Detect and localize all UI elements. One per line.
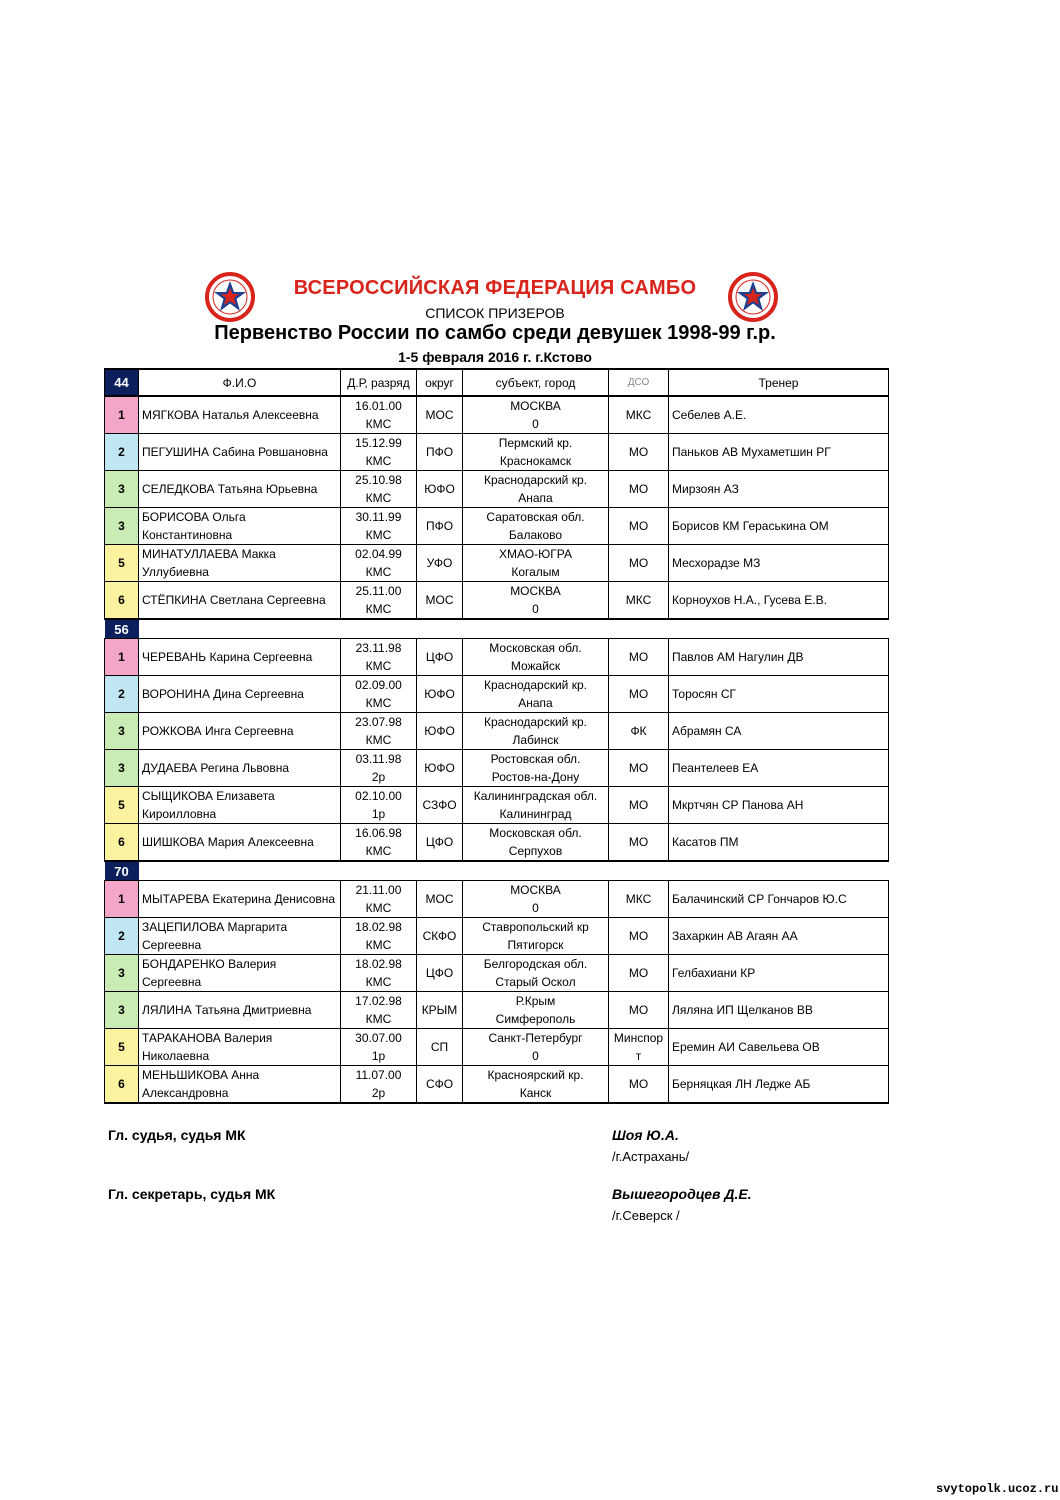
dso-cell: Минспор т [609,1029,669,1066]
coach-cell: Балачинский СР Гончаров Ю.С [669,881,889,918]
col-header-district: округ [417,369,463,396]
table-header-row [105,369,889,396]
dob-rank-cell [341,881,417,918]
city-value: 0 [532,1049,539,1063]
coach-cell: Абрамян СА [669,713,889,750]
place-cell: 3 [105,992,139,1029]
dso-cell: МО [609,471,669,508]
place-cell: 6 [105,1066,139,1104]
chief-secretary-role: Гл. секретарь, судья МК [108,1186,276,1202]
chief-judge-name: Шоя Ю.А. [612,1127,679,1143]
rank-value: КМС [365,938,392,952]
place-cell: 5 [105,1029,139,1066]
district-cell: ЦФО [417,824,463,862]
weight-class-row [105,619,889,639]
dob-rank-cell [341,582,417,620]
weight-class-spacer [139,861,889,881]
athlete-name-cell: БОРИСОВА Ольга Константиновна [139,508,341,545]
region-value: Краснодарский кр. [484,715,587,729]
weight-class-spacer [139,619,889,639]
district-cell: ЮФО [417,471,463,508]
dob-rank-cell [341,750,417,787]
district-cell: МОС [417,396,463,434]
place-cell: 2 [105,676,139,713]
city-value: Старый Оскол [495,975,576,989]
place-cell: 6 [105,824,139,862]
region-value: Белгородская обл. [483,957,588,971]
subject-city-cell [463,1066,609,1104]
table-row [105,434,889,471]
place-cell: 6 [105,582,139,620]
district-cell: ЮФО [417,750,463,787]
dso-cell: МКС [609,582,669,620]
coach-cell: Гелбахиани КР [669,955,889,992]
dob-rank-cell [341,676,417,713]
dob-rank-cell [341,545,417,582]
weight-class-label: 70 [105,861,139,881]
results-table [104,368,889,1104]
place-cell: 1 [105,396,139,434]
region-value: Краснодарский кр. [484,473,587,487]
coach-cell: Борисов КМ Гераськина ОМ [669,508,889,545]
dob-rank-cell [341,508,417,545]
dso-cell: МКС [609,396,669,434]
table-row [105,787,889,824]
dob-value: 02.10.00 [355,789,402,803]
athlete-name-cell: МЕНЬШИКОВА Анна Александровна [139,1066,341,1104]
weight-class-row [105,861,889,881]
athlete-name-cell: СТЁПКИНА Светлана Сергеевна [139,582,341,620]
place-cell: 2 [105,434,139,471]
rank-value: КМС [365,565,392,579]
athlete-name-cell: ЛЯЛИНА Татьяна Дмитриевна [139,992,341,1029]
region-value: МОСКВА [510,584,561,598]
dob-rank-cell [341,1029,417,1066]
dob-value: 25.10.98 [355,473,402,487]
dob-rank-cell [341,955,417,992]
rank-value: КМС [365,454,392,468]
coach-cell: Ляляна ИП Щелканов ВВ [669,992,889,1029]
dob-value: 23.11.98 [355,641,402,655]
coach-cell: Торосян СГ [669,676,889,713]
region-value: Санкт-Петербург [488,1031,583,1045]
city-value: Когалым [511,565,560,579]
rank-value: КМС [365,528,392,542]
subject-city-cell [463,582,609,620]
region-value: Краснодарский кр. [484,678,587,692]
dob-value: 11.07.00 [355,1068,402,1082]
place-cell: 3 [105,750,139,787]
dob-value: 30.11.99 [355,510,402,524]
subject-city-cell [463,824,609,862]
table-row [105,676,889,713]
dob-value: 16.01.00 [355,399,402,413]
rank-value: КМС [365,1012,392,1026]
district-cell: ЦФО [417,955,463,992]
coach-cell: Еремин АИ Савельева ОВ [669,1029,889,1066]
place-cell: 3 [105,713,139,750]
dob-value: 21.11.00 [355,883,402,897]
district-cell: СП [417,1029,463,1066]
table-row [105,824,889,862]
athlete-name-cell: МИНАТУЛЛАЕВА Макка Уллубиевна [139,545,341,582]
dob-rank-cell [341,992,417,1029]
dob-value: 02.04.99 [355,547,402,561]
dob-value: 17.02.98 [355,994,402,1008]
city-value: Пятигорск [507,938,564,952]
dob-value: 03.11.98 [355,752,402,766]
city-value: Ростов-на-Дону [491,770,580,784]
table-row [105,508,889,545]
organization-title: ВСЕРОССИЙСКАЯ ФЕДЕРАЦИЯ САМБО [293,277,697,299]
table-row [105,918,889,955]
table-row [105,1066,889,1104]
city-value: Краснокамск [499,454,572,468]
place-cell: 5 [105,545,139,582]
col-header-dso: ДСО [609,369,669,396]
dso-cell: МО [609,508,669,545]
coach-cell: Берняцкая ЛН Ледже АБ [669,1066,889,1104]
rank-value: КМС [365,733,392,747]
dob-rank-cell [341,713,417,750]
city-value: Анапа [518,696,553,710]
subject-city-cell [463,918,609,955]
dso-cell: МО [609,750,669,787]
region-value: МОСКВА [510,399,561,413]
dob-rank-cell [341,918,417,955]
athlete-name-cell: ТАРАКАНОВА Валерия Николаевна [139,1029,341,1066]
district-cell: МОС [417,582,463,620]
dso-cell: МО [609,676,669,713]
place-cell: 3 [105,955,139,992]
city-value: Калининград [499,807,572,821]
subject-city-cell [463,881,609,918]
city-value: Серпухов [508,844,563,858]
table-row [105,639,889,676]
place-cell: 2 [105,918,139,955]
rank-value: КМС [365,659,392,673]
place-cell: 5 [105,787,139,824]
city-value: 0 [532,602,539,616]
district-cell: УФО [417,545,463,582]
place-cell: 1 [105,639,139,676]
athlete-name-cell: СЫЩИКОВА Елизавета Кироилловна [139,787,341,824]
subject-city-cell [463,992,609,1029]
district-cell: СЗФО [417,787,463,824]
athlete-name-cell: МЫТАРЕВА Екатерина Денисовна [139,881,341,918]
rank-value: 1р [371,1049,386,1063]
coach-cell: Паньков АВ Мухаметшин РГ [669,434,889,471]
dso-cell: МО [609,992,669,1029]
chief-judge-city: /г.Астрахань/ [612,1149,690,1164]
dso-cell: МО [609,1066,669,1104]
region-value: Саратовская обл. [486,510,585,524]
weight-class-label: 44 [105,369,139,396]
subject-city-cell [463,434,609,471]
rank-value: КМС [365,901,392,915]
dob-value: 15.12.99 [355,436,402,450]
place-cell: 1 [105,881,139,918]
city-value: Канск [519,1086,552,1100]
district-cell: ПФО [417,434,463,471]
dso-cell: ФК [609,713,669,750]
weight-class-label: 56 [105,619,139,639]
dob-value: 02.09.00 [355,678,402,692]
region-value: Московская обл. [489,826,582,840]
table-row [105,713,889,750]
dob-value: 18.02.98 [355,920,402,934]
city-value: 0 [532,417,539,431]
coach-cell: Касатов ПМ [669,824,889,862]
subject-city-cell [463,955,609,992]
region-value: Ростовская обл. [490,752,581,766]
district-cell: ЮФО [417,676,463,713]
table-row [105,750,889,787]
district-cell: ЮФО [417,713,463,750]
table-row [105,396,889,434]
subject-city-cell [463,787,609,824]
region-value: Р.Крым [515,994,556,1008]
dob-rank-cell [341,471,417,508]
chief-secretary-name: Вышегородцев Д.Е. [612,1186,752,1202]
table-row [105,992,889,1029]
chief-judge-role: Гл. судья, судья МК [108,1127,246,1143]
athlete-name-cell: РОЖКОВА Инга Сергеевна [139,713,341,750]
coach-cell: Мкртчян СР Панова АН [669,787,889,824]
athlete-name-cell: ВОРОНИНА Дина Сергеевна [139,676,341,713]
athlete-name-cell: СЕЛЕДКОВА Татьяна Юрьевна [139,471,341,508]
dob-value: 30.07.00 [355,1031,402,1045]
table-row [105,881,889,918]
col-header-fio: Ф.И.О [139,369,341,396]
subject-city-cell [463,639,609,676]
table-row [105,1029,889,1066]
dso-cell: МО [609,639,669,676]
rank-value: КМС [365,696,392,710]
list-title: СПИСОК ПРИЗЕРОВ [425,305,565,321]
rank-value: 2р [371,770,386,784]
dob-value: 16.06.98 [355,826,402,840]
dob-value: 23.07.98 [355,715,402,729]
coach-cell: Месхорадзе МЗ [669,545,889,582]
rank-value: КМС [365,602,392,616]
subject-city-cell [463,750,609,787]
subject-city-cell [463,1029,609,1066]
rank-value: КМС [365,417,392,431]
dso-cell: МО [609,545,669,582]
dso-cell: МО [609,787,669,824]
table-row [105,955,889,992]
watermark: svytopolk.ucoz.ru [936,1482,1059,1496]
district-cell: КРЫМ [417,992,463,1029]
region-value: Пермский кр. [498,436,573,450]
city-value: 0 [532,901,539,915]
dob-rank-cell [341,434,417,471]
athlete-name-cell: ШИШКОВА Мария Алексеевна [139,824,341,862]
dob-value: 25.11.00 [355,584,402,598]
dob-rank-cell [341,824,417,862]
event-title: Первенство России по самбо среди девушек 1998-99 г.р. [214,322,776,344]
subject-city-cell [463,713,609,750]
district-cell: МОС [417,881,463,918]
subject-city-cell [463,676,609,713]
place-cell: 3 [105,471,139,508]
coach-cell: Пеантелеев ЕА [669,750,889,787]
dob-rank-cell [341,639,417,676]
subject-city-cell [463,508,609,545]
table-row [105,545,889,582]
rank-value: КМС [365,975,392,989]
event-date: 1-5 февраля 2016 г. г.Кстово [398,349,592,365]
rank-value: КМС [365,491,392,505]
coach-cell: Мирзоян АЗ [669,471,889,508]
subject-city-cell [463,471,609,508]
region-value: Московская обл. [489,641,582,655]
place-cell: 3 [105,508,139,545]
coach-cell: Захаркин АВ Агаян АА [669,918,889,955]
region-value: Ставропольский кр [482,920,589,934]
dob-rank-cell [341,1066,417,1104]
col-header-coach: Тренер [669,369,889,396]
rank-value: 1р [371,807,386,821]
athlete-name-cell: ПЕГУШИНА Сабина Ровшановна [139,434,341,471]
subject-city-cell [463,396,609,434]
city-value: Балаково [508,528,563,542]
dob-rank-cell [341,787,417,824]
city-value: Можайск [510,659,561,673]
rank-value: 2р [371,1086,386,1100]
athlete-name-cell: БОНДАРЕНКО Валерия Сергеевна [139,955,341,992]
region-value: ХМАО-ЮГРА [499,547,572,561]
coach-cell: Корноухов Н.А., Гусева Е.В. [669,582,889,620]
col-header-subject-city: субъект, город [463,369,609,396]
region-value: Калининградская обл. [473,789,598,803]
subject-city-cell [463,545,609,582]
dso-cell: МО [609,918,669,955]
col-header-dob-rank: Д.Р, разряд [341,369,417,396]
chief-secretary-city: /г.Северск / [612,1208,680,1223]
coach-cell: Себелев А.Е. [669,396,889,434]
city-value: Анапа [518,491,553,505]
dso-cell: МО [609,434,669,471]
district-cell: ПФО [417,508,463,545]
rank-value: КМС [365,844,392,858]
dob-rank-cell [341,396,417,434]
region-value: Красноярский кр. [487,1068,584,1082]
coach-cell: Павлов АМ Нагулин ДВ [669,639,889,676]
dso-cell: МО [609,955,669,992]
dso-cell: МО [609,824,669,862]
athlete-name-cell: ЗАЦЕПИЛОВА Маргарита Сергеевна [139,918,341,955]
dso-cell: МКС [609,881,669,918]
city-value: Лабинск [512,733,559,747]
table-row [105,582,889,620]
region-value: МОСКВА [510,883,561,897]
district-cell: СКФО [417,918,463,955]
district-cell: ЦФО [417,639,463,676]
athlete-name-cell: МЯГКОВА Наталья Алексеевна [139,396,341,434]
table-row [105,471,889,508]
athlete-name-cell: ЧЕРЕВАНЬ Карина Сергеевна [139,639,341,676]
athlete-name-cell: ДУДАЕВА Регина Львовна [139,750,341,787]
district-cell: СФО [417,1066,463,1104]
dob-value: 18.02.98 [355,957,402,971]
city-value: Симферополь [495,1012,576,1026]
